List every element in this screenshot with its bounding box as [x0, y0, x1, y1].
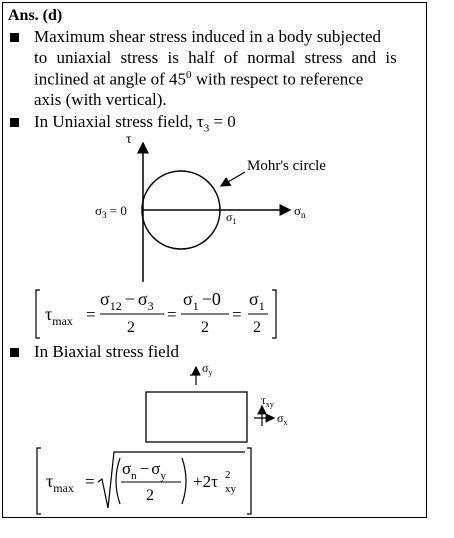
eq1-denominator-1: 2 [127, 319, 135, 336]
bullet2-text: In Uniaxial stress field, $\tau_3 = 0$ [34, 112, 236, 135]
bullet1-line2: to uniaxial stress is half of normal stress and is [34, 48, 397, 67]
eq1-denominator-2: 2 [201, 319, 209, 336]
equation-uniaxial [36, 289, 276, 338]
tau-axis-label: τ [126, 132, 132, 147]
eq2-equals: = [85, 472, 95, 491]
bullet1-line3: inclined at angle of $45^0$ with respect to reference [34, 69, 364, 89]
bullet3-text: In Biaxial stress field [34, 342, 179, 361]
eq1-equals-1: = [86, 305, 96, 324]
eq2-subscript: xy [225, 483, 236, 495]
eq2-tau: $\tau_{max}$ [46, 471, 74, 495]
sigma-y-label: $\sigma_y$ [202, 361, 213, 377]
eq1-numerator-3: $\sigma_1$ [249, 289, 265, 313]
mohr-diagram [95, 132, 326, 282]
label-pointer-arrow [221, 172, 245, 186]
eq2-exponent: 2 [225, 469, 231, 481]
eq1-numerator-2: $\sigma_1 -0$ [183, 289, 221, 313]
bullet1-line4: axis (with vertical). [34, 90, 167, 109]
eq1-equals-3: = [232, 305, 242, 324]
eq1-equals-2: = [167, 305, 177, 324]
sigma-x-label: $\sigma_x$ [277, 411, 288, 427]
biaxial-element [146, 361, 287, 442]
sigma3-label: $\sigma_3 = 0$ [95, 203, 127, 220]
eq2-denominator: 2 [146, 487, 154, 504]
eq2-tail: +2τ [193, 472, 218, 491]
eq2-numerator: $\sigma_n - \sigma_y$ [122, 459, 166, 482]
sqrt-sign [98, 452, 245, 508]
eq1-numerator-1: $\sigma_{12} - \sigma_3$ [100, 289, 154, 313]
eq1-tau: $\tau_{max}$ [45, 304, 73, 328]
eq1-denominator-3: 2 [253, 319, 261, 336]
sigma1-label: $\sigma_1$ [226, 210, 237, 226]
bullet1-line1: Maximum shear stress induced in a body subjected [34, 27, 382, 46]
sigma-n-label: $\sigma_n$ [294, 203, 306, 220]
equation-biaxial [37, 448, 251, 514]
answer-label: Ans. (d) [8, 7, 63, 24]
tau-xy-label: $\tau_{xy}$ [261, 393, 274, 409]
stress-element [146, 392, 247, 442]
mohr-circle-label: Mohr's circle [247, 158, 326, 174]
